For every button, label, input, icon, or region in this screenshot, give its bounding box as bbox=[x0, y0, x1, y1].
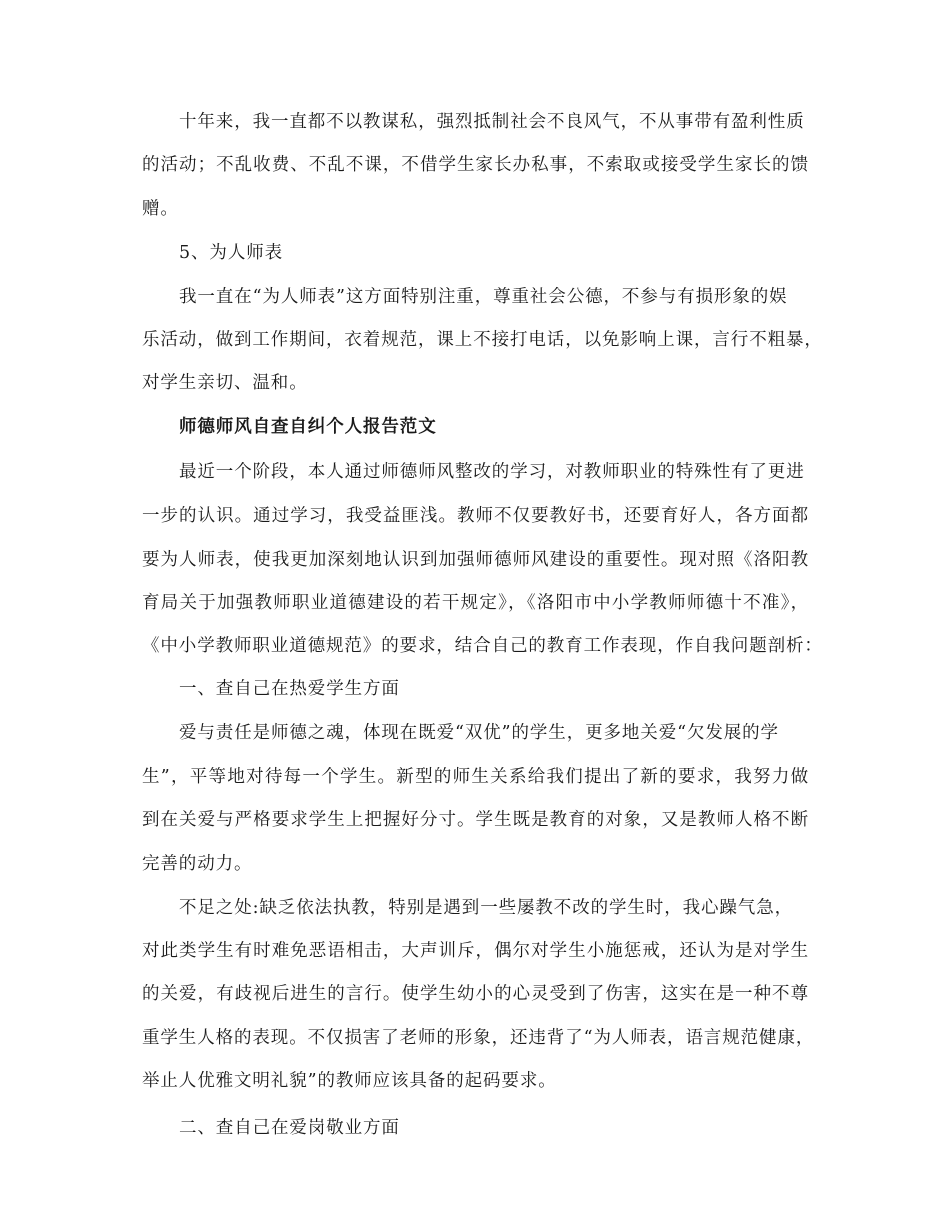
paragraph-line: 生”，平等地对待每一个学生。新型的师生关系给我们提出了新的要求，我努力做 bbox=[142, 767, 809, 787]
paragraph-line: 的活动；不乱收费、不乱不课，不借学生家长办私事，不索取或接受学生家长的馈 bbox=[142, 155, 809, 175]
paragraph-line: 我一直在“为人师表”这方面特别注重，尊重社会公德，不参与有损形象的娱 bbox=[179, 287, 788, 307]
paragraph-line: 要为人师表，使我更加深刻地认识到加强师德师风建设的重要性。现对照《洛阳教 bbox=[142, 550, 809, 570]
paragraph-line: 的关爱，有歧视后进生的言行。使学生幼小的心灵受到了伤害，这实在是一种不尊 bbox=[142, 984, 809, 1004]
paragraph-line: 一步的认识。通过学习，我受益匪浅。教师不仅要教好书，还要育好人，各方面都 bbox=[142, 506, 809, 526]
paragraph-line: 重学生人格的表现。不仅损害了老师的形象，还违背了“为人师表，语言规范健康， bbox=[142, 1028, 815, 1048]
paragraph-line: 赠。 bbox=[142, 199, 179, 219]
article-title: 师德师风自查自纠个人报告范文 bbox=[179, 417, 437, 437]
paragraph-line: 《中小学教师职业道德规范》的要求，结合自己的教育工作表现，作自我问题剖析： bbox=[142, 636, 823, 656]
paragraph-line: 完善的动力。 bbox=[142, 854, 253, 874]
paragraph-line: 乐活动，做到工作期间，衣着规范，课上不接打电话，以免影响上课，言行不粗暴， bbox=[142, 330, 823, 350]
paragraph-line: 对此类学生有时难免恶语相击，大声训斥，偶尔对学生小施惩戒，还认为是对学生 bbox=[142, 941, 809, 961]
paragraph-line: 不足之处:缺乏依法执教，特别是遇到一些屡教不改的学生时，我心躁气急， bbox=[179, 898, 793, 918]
paragraph-line: 对学生亲切、温和。 bbox=[142, 373, 308, 393]
paragraph-line: 到在关爱与严格要求学生上把握好分寸。学生既是教育的对象，又是教师人格不断 bbox=[142, 810, 809, 830]
section-heading: 二、查自己在爱岗敬业方面 bbox=[179, 1118, 400, 1138]
section-heading: 一、查自己在热爱学生方面 bbox=[179, 679, 400, 699]
paragraph-line: 最近一个阶段，本人通过师德师风整改的学习，对教师职业的特殊性有了更进 bbox=[179, 462, 805, 482]
paragraph-line: 举止人优雅文明礼貌”的教师应该具备的起码要求。 bbox=[142, 1071, 557, 1091]
paragraph-line: 育局关于加强教师职业道德建设的若干规定》，《洛阳市中小学教师师德十不准》， bbox=[142, 593, 809, 613]
paragraph-line: 十年来，我一直都不以教谋私，强烈抵制社会不良风气，不从事带有盈利性质 bbox=[179, 112, 805, 132]
section-heading: 5、为人师表 bbox=[179, 243, 284, 263]
paragraph-line: 爱与责任是师德之魂，体现在既爱“双优”的学生，更多地关爱“欠发展的学 bbox=[179, 723, 779, 743]
